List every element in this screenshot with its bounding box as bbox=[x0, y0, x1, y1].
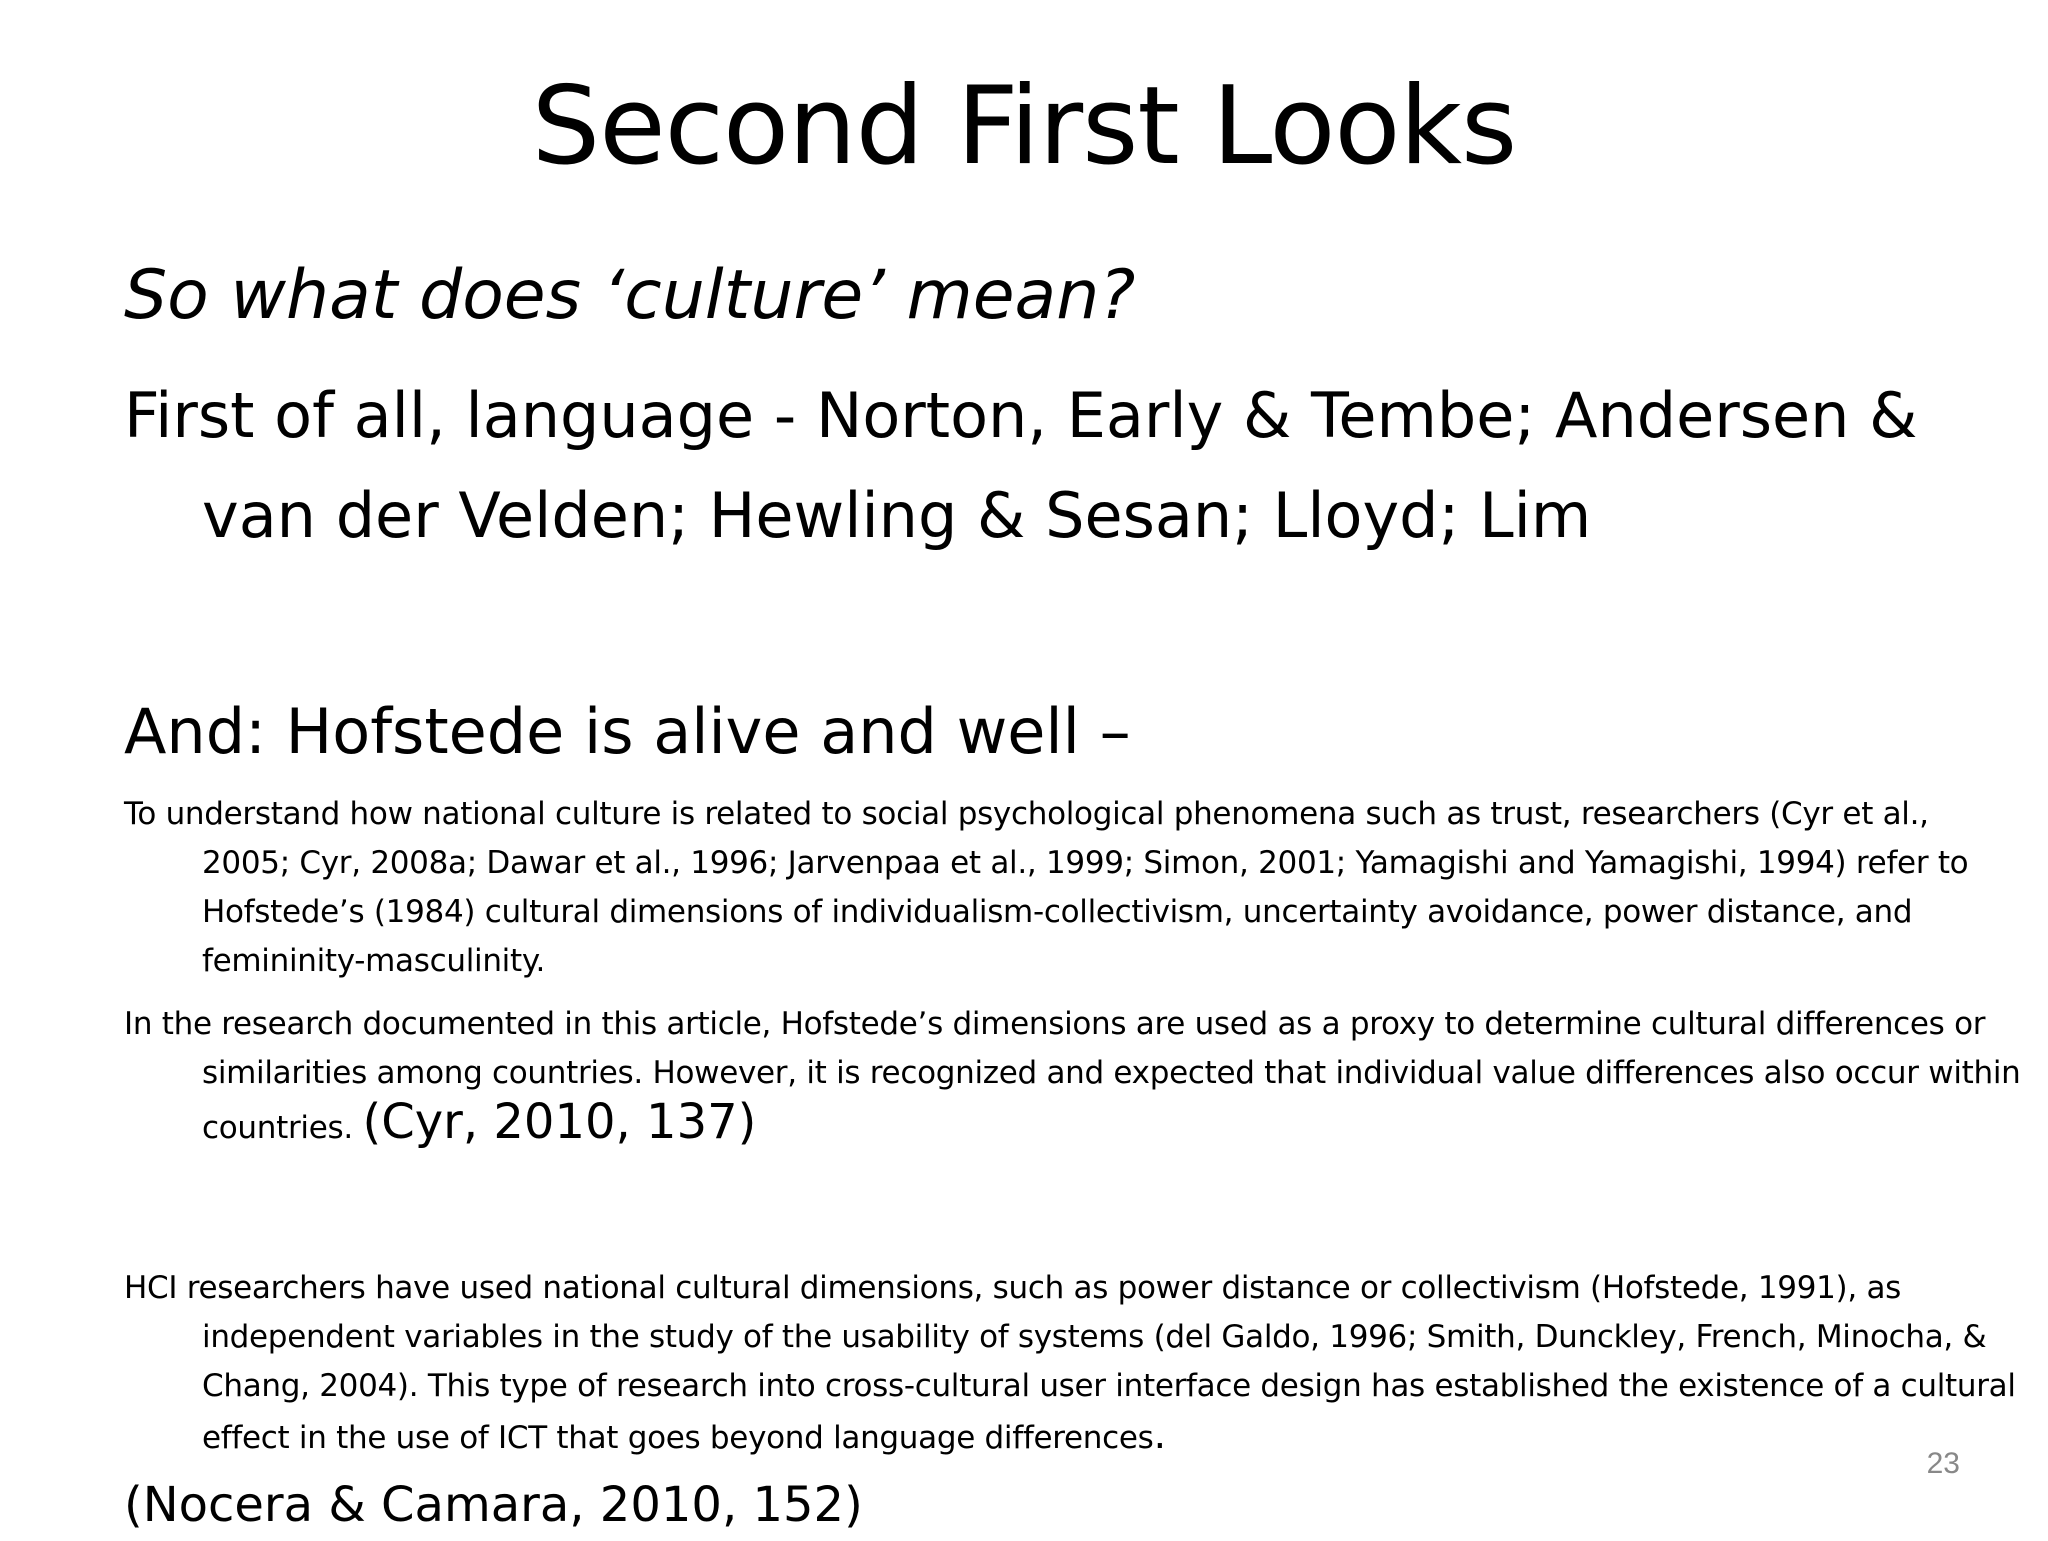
quote-period: . bbox=[1153, 1412, 1166, 1458]
quote-paragraph-proxy bbox=[124, 1000, 2022, 1153]
citation: (Cyr, 2010, 137) bbox=[362, 1094, 757, 1150]
quote-paragraph-hci bbox=[124, 1264, 2022, 1541]
quote-paragraph-trust: To understand how national culture is related to social psychological phenomena such as trust, researchers (Cyr et al., 2005; Cyr, 2008a; Dawar et al., 1996; Jarvenpaa et al., 1999; Simon, 2001; Yamagishi and Yamagishi, 1994) refer to Hofstede’s (1984) cultural dimensions of individualism-collectivism, uncertainty avoidance, power distance, and femininity-masculinity. bbox=[124, 796, 1969, 979]
citation: (Nocera & Camara, 2010, 152) bbox=[124, 1477, 863, 1533]
page-number: 23 bbox=[1926, 1447, 1960, 1480]
quote-text: In the research documented in this article, Hofstede’s dimensions are used as a proxy to determine cultural differences or similarities among countries. However, it is recognized and expected that individual value differences also occur within countries. bbox=[124, 1006, 2021, 1146]
slide-subtitle: So what does ‘culture’ mean? bbox=[124, 256, 1136, 335]
bullet-language: First of all, language - Norton, Early & Tembe; Andersen & van der Velden; Hewling & Sesan; Lloyd; Lim bbox=[124, 379, 1918, 552]
slide-title: Second First Looks bbox=[531, 64, 1517, 189]
bullet-hofstede: And: Hofstede is alive and well – bbox=[124, 695, 1131, 768]
quote-text: HCI researchers have used national cultural dimensions, such as power distance or collectivism (Hofstede, 1991), as independent variables in the study of the usability of systems (del Galdo, 1996; Smith, Dunckley, French, Minocha, & Chang, 2004). This type of research into cross-cultural user interface design has established the existence of a cultural effect in the use of ICT that goes beyond language differences bbox=[124, 1270, 2016, 1456]
